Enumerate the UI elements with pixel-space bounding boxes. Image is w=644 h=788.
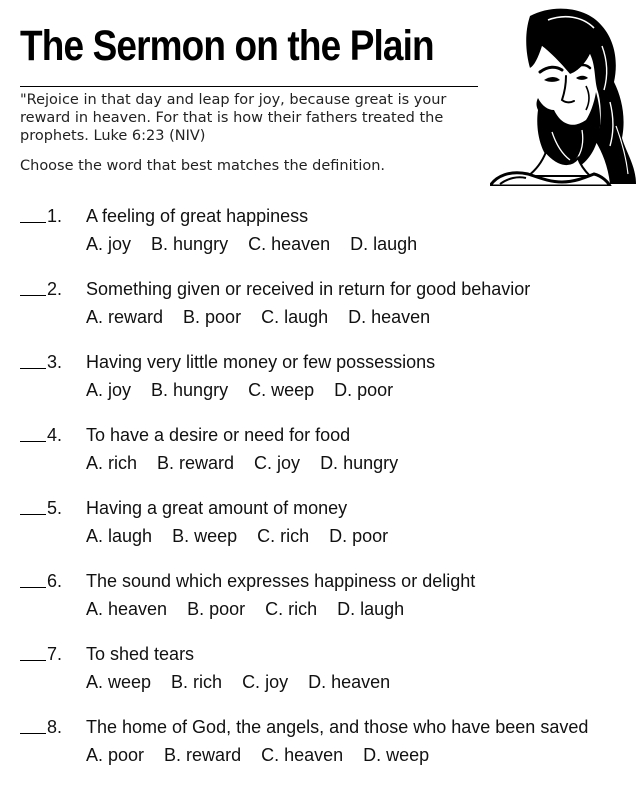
option-b: B. reward [164,745,242,765]
option-d: D. laugh [337,599,405,619]
answer-options [86,453,398,473]
answer-options [86,745,429,765]
option-a: A. poor [86,745,145,765]
question-text: The home of God, the angels, and those who have been saved [86,717,589,737]
option-c: C. joy [242,672,289,692]
answer-options [86,672,390,692]
answer-blank[interactable] [20,368,46,369]
answer-blank[interactable] [20,733,46,734]
answer-blank[interactable] [20,295,46,296]
option-c: C. rich [265,599,318,619]
answer-options [86,526,388,546]
option-b: B. poor [183,307,242,327]
question-item [0,423,644,496]
option-d: D. heaven [308,672,391,692]
question-item [0,715,644,788]
option-a: A. laugh [86,526,153,546]
option-d: D. weep [363,745,430,765]
answer-options [86,307,430,327]
question-item [0,569,644,642]
question-text: Having a great amount of money [86,498,348,518]
answer-options [86,380,393,400]
question-number: 3. [47,352,63,372]
option-d: D. poor [329,526,389,546]
question-text: The sound which expresses happiness or delight [86,571,476,591]
question-number: 8. [47,717,63,737]
answer-blank[interactable] [20,660,46,661]
question-number: 7. [47,644,63,664]
option-c: C. laugh [261,307,329,327]
option-c: C. heaven [248,234,331,254]
answer-blank[interactable] [20,514,46,515]
option-c: C. weep [248,380,315,400]
question-item [0,496,644,569]
question-item [0,277,644,350]
option-b: B. weep [172,526,238,546]
question-number: 6. [47,571,63,591]
answer-blank[interactable] [20,222,46,223]
option-b: B. reward [157,453,235,473]
option-d: D. heaven [348,307,431,327]
option-d: D. laugh [350,234,418,254]
page-title: The Sermon on the Plain [20,22,434,70]
option-b: B. hungry [151,234,229,254]
option-a: A. rich [86,453,138,473]
option-c: C. rich [257,526,310,546]
option-a: A. reward [86,307,164,327]
question-item [0,204,644,277]
option-a: A. heaven [86,599,168,619]
option-d: D. hungry [320,453,399,473]
answer-blank[interactable] [20,441,46,442]
question-number: 1. [47,206,63,226]
title-divider [20,86,478,87]
option-b: B. poor [187,599,246,619]
answer-options [86,599,404,619]
question-text: Something given or received in return for good behavior [86,279,531,299]
option-c: C. joy [254,453,301,473]
answer-options [86,234,417,254]
answer-blank[interactable] [20,587,46,588]
option-c: C. heaven [261,745,344,765]
question-text: To shed tears [86,644,195,664]
option-d: D. poor [334,380,394,400]
option-a: A. weep [86,672,152,692]
option-b: B. rich [171,672,223,692]
question-list [0,204,644,788]
question-number: 4. [47,425,63,445]
question-item [0,642,644,715]
scripture-quote: "Rejoice in that day and leap for joy, because great is your reward in heaven. For that is how their fathers treated the prophets. Luke 6:23 (NIV) [20,92,447,144]
option-a: A. joy [86,234,132,254]
option-b: B. hungry [151,380,229,400]
instructions: Choose the word that best matches the definition. [20,158,386,174]
question-text: Having very little money or few possessions [86,352,436,372]
question-text: To have a desire or need for food [86,425,351,445]
question-item [0,350,644,423]
option-a: A. joy [86,380,132,400]
question-number: 2. [47,279,63,299]
jesus-portrait-icon [490,6,638,186]
question-number: 5. [47,498,63,518]
question-text: A feeling of great happiness [86,206,309,226]
